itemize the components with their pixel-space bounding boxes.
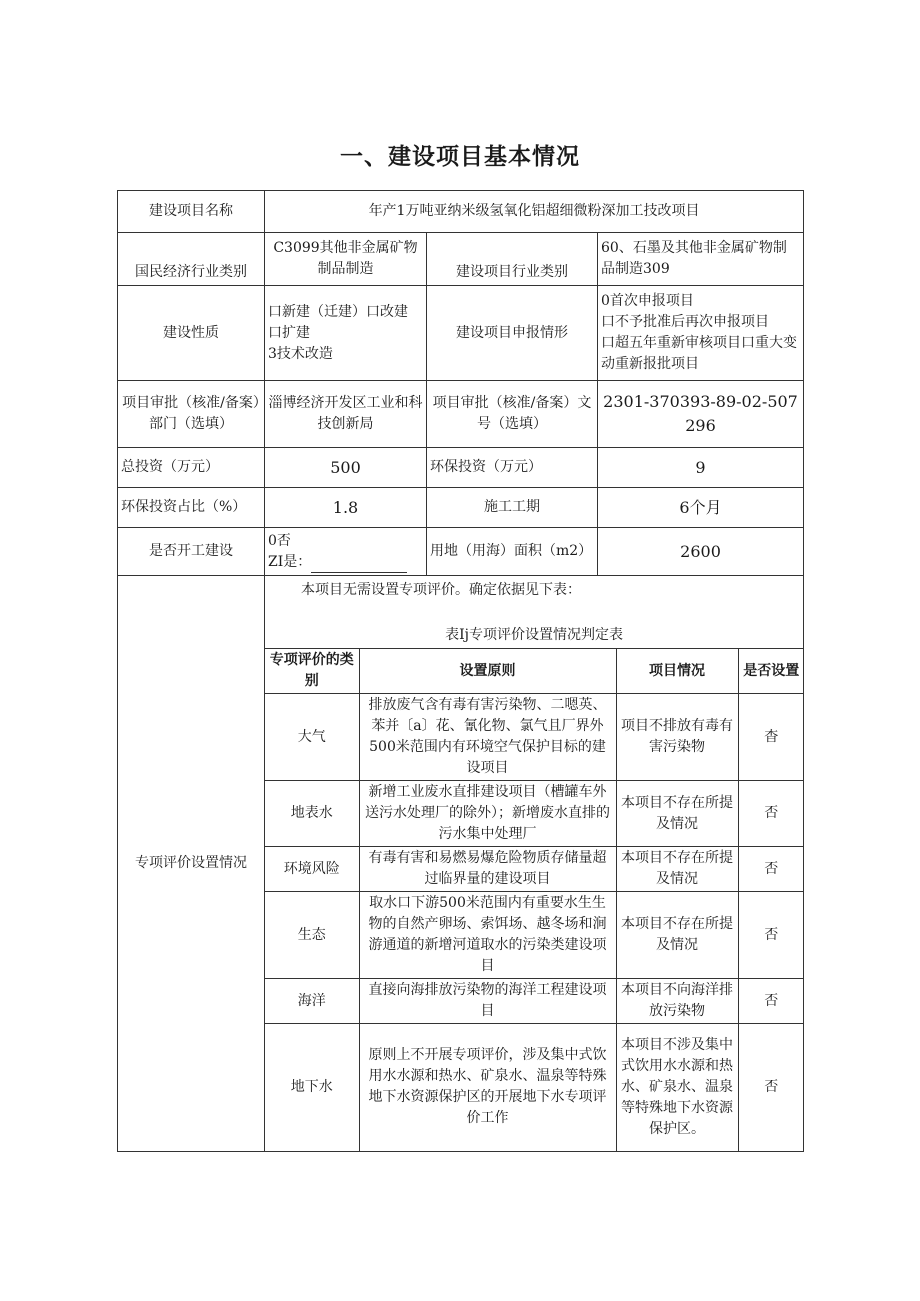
approval-no-label: 项目审批（核准/备案）文号（选填） <box>427 381 598 448</box>
row-principle: 取水口下游500米范围内有重要水生生物的自然产卵场、索饵场、越冬场和涧游通道的新增河道取水的污染类建设项目 <box>359 892 616 979</box>
page-title: 一、建设项目基本情况 <box>340 144 580 170</box>
row-status: 本项目不存在所提及情况 <box>616 847 738 892</box>
approval-dept-value: 淄博经济开发区工业和科技创新局 <box>265 381 427 448</box>
approval-no-value: 2301-370393-89-02-507296 <box>598 381 804 448</box>
land-area-label: 用地（用海）面积（m2） <box>427 528 598 576</box>
table-row <box>265 979 804 1024</box>
row-principle: 原则上不开展专项评价，涉及集中式饮用水水源和热水、矿泉水、温泉等特殊地下水资源保护区的开展地下水专项评价工作 <box>359 1024 616 1151</box>
project-name-value: 年产1万吨亚纳米级氢氧化铝超细微粉深加工技改项目 <box>265 191 804 233</box>
nature-label: 建设性质 <box>118 286 265 381</box>
header-setup: 是否设置 <box>738 649 804 694</box>
row-setup: 否 <box>738 979 804 1024</box>
row-status: 本项目不存在所提及情况 <box>616 892 738 979</box>
row-category: 地下水 <box>265 1024 359 1151</box>
row-category: 大气 <box>265 694 359 781</box>
started-options <box>265 528 427 576</box>
declaration-label: 建设项目申报情形 <box>427 286 598 381</box>
row-setup: 杳 <box>738 694 804 781</box>
project-industry-value: 60、石墨及其他非金属矿物制品制造309 <box>598 233 804 286</box>
ratio-label: 环保投资占比（%） <box>118 488 265 528</box>
industry-value <box>265 233 427 286</box>
table-row <box>265 892 804 979</box>
project-name-label: 建设项目名称 <box>118 191 265 233</box>
table-row <box>265 781 804 847</box>
env-investment-label: 环保投资（万元） <box>427 448 598 488</box>
started-option-no[interactable]: 0否 <box>268 532 291 549</box>
declaration-option[interactable]: 0首次申报项目 <box>601 293 694 309</box>
started-option-yes[interactable] <box>268 552 423 573</box>
row-setup: 否 <box>738 1024 804 1151</box>
started-label: 是否开工建设 <box>118 528 265 576</box>
industry-label: 国民经济行业类别 <box>118 233 265 286</box>
row-status: 本项目不向海洋排放污染物 <box>616 979 738 1024</box>
started-yes-blank[interactable] <box>311 572 407 573</box>
special-eval-intro: 本项目无需设置专项评价。确定依据见下表： <box>301 582 581 598</box>
row-status: 本项目不存在所提及情况 <box>616 781 738 847</box>
row-principle: 有毒有害和易燃易爆危险物质存储量超过临界量的建设项目 <box>359 847 616 892</box>
basic-info-table <box>117 190 804 1152</box>
row-status: 本项目不涉及集中式饮用水水源和热水、矿泉水、温泉等特殊地下水资源保护区。 <box>616 1024 738 1151</box>
table-row <box>265 847 804 892</box>
row-status: 项目不排放有毒有害污染物 <box>616 694 738 781</box>
duration-label: 施工工期 <box>427 488 598 528</box>
env-investment-value: 9 <box>598 448 804 488</box>
declaration-option[interactable]: 口不予批准后再次申报项目 <box>601 314 769 330</box>
duration-value: 6个月 <box>598 488 804 528</box>
row-category: 海洋 <box>265 979 359 1024</box>
row-category: 环境风险 <box>265 847 359 892</box>
row-setup: 否 <box>738 847 804 892</box>
nature-option[interactable]: 3技术改造 <box>268 345 333 362</box>
row-principle: 直接向海排放污染物的海洋工程建设项目 <box>359 979 616 1024</box>
special-eval-caption: 表Ij专项评价设置情况判定表 <box>445 627 623 643</box>
row-principle: 新增工业废水直排建设项目（槽罐车外送污水处理厂的除外）；新增废水直排的污水集中处理厂 <box>359 781 616 847</box>
ratio-value: 1.8 <box>265 488 427 528</box>
started-option-yes-text: ZI是： <box>268 553 312 570</box>
industry-value-text: C3099其他非金属矿物制品制造 <box>273 240 418 277</box>
table-row <box>265 694 804 781</box>
row-category: 生态 <box>265 892 359 979</box>
approval-dept-label: 项目审批（核准/备案）部门（选填） <box>118 381 265 448</box>
row-category: 地表水 <box>265 781 359 847</box>
nature-option[interactable]: 口新建（迁建）口改建 <box>268 303 408 320</box>
row-principle: 排放废气含有毒有害污染物、二嗯英、苯并〔a〕花、氰化物、氯气且厂界外500米范围内有环境空气保护目标的建设项目 <box>359 694 616 781</box>
row-setup: 否 <box>738 781 804 847</box>
declaration-option[interactable]: 口超五年重新审核项目口重大变动重新报批项目 <box>601 335 797 372</box>
table-row <box>265 1024 804 1151</box>
special-eval-cell <box>265 576 804 1152</box>
header-principle: 设置原则 <box>359 649 616 694</box>
special-eval-label: 专项评价设置情况 <box>118 576 265 1152</box>
row-setup: 否 <box>738 892 804 979</box>
total-investment-label: 总投资（万元） <box>118 448 265 488</box>
nature-option[interactable]: 口扩建 <box>268 324 310 341</box>
land-area-value: 2600 <box>598 528 804 576</box>
special-eval-table <box>265 648 804 1151</box>
header-category: 专项评价的类别 <box>265 649 359 694</box>
header-status: 项目情况 <box>616 649 738 694</box>
nature-options <box>265 286 427 381</box>
declaration-options <box>598 286 804 381</box>
total-investment-value: 500 <box>265 448 427 488</box>
project-industry-label: 建设项目行业类别 <box>427 233 598 286</box>
